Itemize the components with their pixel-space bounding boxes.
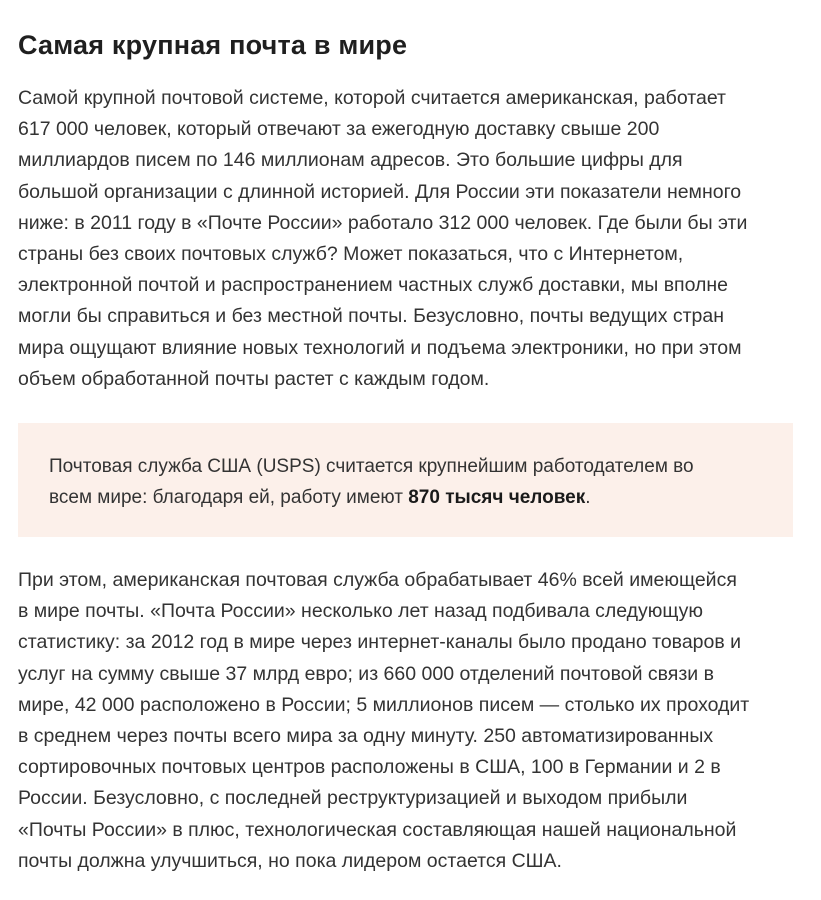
paragraph-line: мире, 42 000 расположено в России; 5 миллионов писем — столько их проходит [18, 693, 750, 716]
paragraph-line: электронной почтой и распространением частных служб доставки, мы вполне [18, 274, 729, 297]
paragraph-line: услуг на сумму свыше 37 млрд евро; из 660 000 отделений почтовой связи в [18, 662, 714, 685]
paragraph-line: в среднем через почты всего мира за одну минуту. 250 автоматизированных [18, 725, 714, 748]
article-paragraph-1 [18, 83, 808, 395]
paragraph-line: При этом, американская почтовая служба обрабатывает 46% всей имеющейся [18, 569, 737, 591]
paragraph-line: «Почты России» в плюс, технологическая составляющая нашей национальной [18, 818, 737, 841]
paragraph-line: миллиардов писем по 146 миллионам адресов. Это большие цифры для [18, 149, 683, 172]
paragraph-line: могли бы справиться и без местной почты. Безусловно, почты ведущих стран [18, 305, 724, 328]
callout-text [49, 451, 694, 513]
paragraph-line: России. Безусловно, с последней реструктуризацией и выходом прибыли [18, 787, 688, 810]
paragraph-line: страны без своих почтовых служб? Может показаться, что с Интернетом, [18, 243, 684, 266]
paragraph-line: ниже: в 2011 году в «Почте России» работало 312 000 человек. Где были бы эти [18, 211, 748, 234]
paragraph-line: сортировочных почтовых центров расположены в США, 100 в Германии и 2 в [18, 756, 721, 779]
paragraph-line: в мире почты. «Почта России» несколько лет назад подбивала следующую [18, 600, 704, 623]
callout-line-2-prefix: всем мире: благодаря ей, работу имеют [49, 487, 409, 508]
paragraph-line: мира ощущают влияние новых технологий и подъема электроники, но при этом [18, 336, 742, 359]
paragraph-line: почты должна улучшиться, но пока лидером остается США. [18, 849, 562, 872]
paragraph-line: Самой крупной почтовой системе, которой считается американская, работает [18, 87, 726, 109]
paragraph-line: объем обработанной почты растет с каждым годом. [18, 367, 490, 390]
callout-line-2-suffix: . [585, 487, 591, 508]
paragraph-line: большой организации с длинной историей. Для России эти показатели немного [18, 180, 742, 203]
paragraph-line: статистику: за 2012 год в мире через интернет-каналы было продано товаров и [18, 631, 742, 654]
article-paragraph-2 [18, 565, 808, 877]
article-title: Самая крупная почта в мире [18, 30, 408, 60]
callout-highlight-number: 870 тысяч человек [408, 487, 586, 508]
callout-line-1: Почтовая служба США (USPS) считается крупнейшим работодателем во [49, 456, 694, 477]
highlight-callout [18, 423, 793, 537]
callout-line-2 [49, 482, 694, 513]
paragraph-line: 617 000 человек, который отвечают за ежегодную доставку свыше 200 [18, 118, 660, 141]
